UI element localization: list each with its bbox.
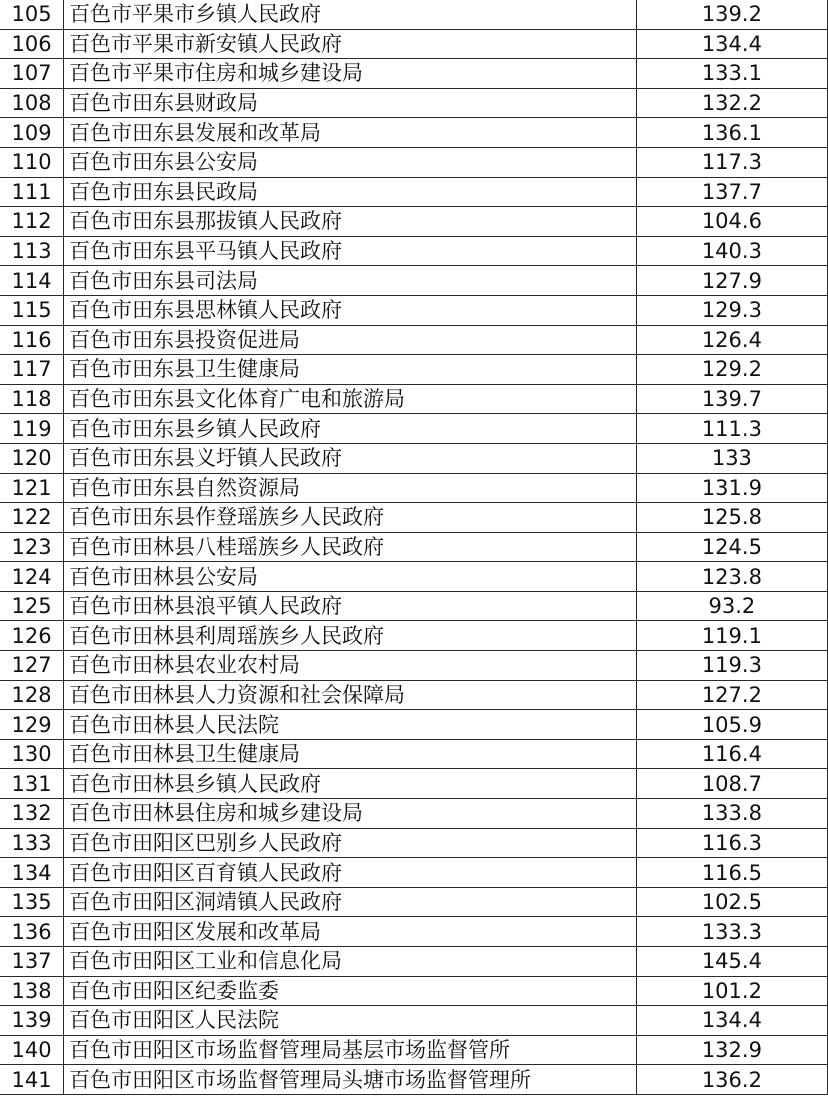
organization-name: 百色市田东县发展和改革局 (64, 118, 637, 148)
score-value: 137.7 (636, 177, 827, 207)
row-number: 133 (0, 828, 64, 858)
organization-name: 百色市田东县财政局 (64, 88, 637, 118)
score-value: 101.2 (636, 976, 827, 1006)
row-number: 136 (0, 917, 64, 947)
row-number: 123 (0, 532, 64, 562)
score-value: 105.9 (636, 710, 827, 740)
score-value: 134.4 (636, 29, 827, 59)
row-number: 132 (0, 799, 64, 829)
row-number: 122 (0, 503, 64, 533)
table-row (0, 828, 828, 858)
organization-name: 百色市田东县文化体育广电和旅游局 (64, 384, 637, 414)
row-number: 130 (0, 739, 64, 769)
organization-name: 百色市田东县平马镇人民政府 (64, 236, 637, 266)
score-value: 139.2 (636, 0, 827, 29)
table-row (0, 503, 828, 533)
table-row (0, 295, 828, 325)
score-value: 116.3 (636, 828, 827, 858)
organization-name: 百色市田阳区百育镇人民政府 (64, 858, 637, 888)
table-row (0, 1006, 828, 1036)
score-value: 102.5 (636, 887, 827, 917)
row-number: 110 (0, 147, 64, 177)
row-number: 131 (0, 769, 64, 799)
table-row (0, 443, 828, 473)
score-value: 119.3 (636, 651, 827, 681)
organization-name: 百色市田东县公安局 (64, 147, 637, 177)
table-row (0, 1065, 828, 1095)
row-number: 124 (0, 562, 64, 592)
organization-name: 百色市田林县乡镇人民政府 (64, 769, 637, 799)
table-row (0, 1035, 828, 1065)
table-row (0, 858, 828, 888)
table-row (0, 473, 828, 503)
row-number: 125 (0, 591, 64, 621)
organization-name: 百色市田林县人力资源和社会保障局 (64, 680, 637, 710)
score-value: 125.8 (636, 503, 827, 533)
organization-name: 百色市田林县卫生健康局 (64, 739, 637, 769)
row-number: 120 (0, 443, 64, 473)
organization-name: 百色市田阳区市场监督管理局基层市场监督管所 (64, 1035, 637, 1065)
row-number: 129 (0, 710, 64, 740)
table-row (0, 621, 828, 651)
score-value: 126.4 (636, 325, 827, 355)
organization-name: 百色市田阳区市场监督管理局头塘市场监督管理所 (64, 1065, 637, 1095)
score-value: 136.2 (636, 1065, 827, 1095)
row-number: 128 (0, 680, 64, 710)
organization-name: 百色市田阳区巴别乡人民政府 (64, 828, 637, 858)
organization-name: 百色市田东县那拔镇人民政府 (64, 207, 637, 237)
table-row (0, 355, 828, 385)
score-value: 139.7 (636, 384, 827, 414)
row-number: 121 (0, 473, 64, 503)
organization-name: 百色市田东县义圩镇人民政府 (64, 443, 637, 473)
row-number: 106 (0, 29, 64, 59)
score-value: 93.2 (636, 591, 827, 621)
score-value: 133.8 (636, 799, 827, 829)
score-value: 133.3 (636, 917, 827, 947)
organization-name: 百色市田东县司法局 (64, 266, 637, 296)
row-number: 111 (0, 177, 64, 207)
table-row (0, 562, 828, 592)
organization-name: 百色市田东县民政局 (64, 177, 637, 207)
row-number: 137 (0, 947, 64, 977)
table-row (0, 0, 828, 29)
organization-name: 百色市田阳区发展和改革局 (64, 917, 637, 947)
table-row (0, 947, 828, 977)
organization-name: 百色市田东县投资促进局 (64, 325, 637, 355)
row-number: 107 (0, 59, 64, 89)
score-value: 136.1 (636, 118, 827, 148)
row-number: 115 (0, 295, 64, 325)
score-value: 104.6 (636, 207, 827, 237)
row-number: 112 (0, 207, 64, 237)
row-number: 141 (0, 1065, 64, 1095)
table-row (0, 799, 828, 829)
row-number: 108 (0, 88, 64, 118)
score-value: 145.4 (636, 947, 827, 977)
organization-name: 百色市平果市新安镇人民政府 (64, 29, 637, 59)
table-row (0, 29, 828, 59)
score-value: 133 (636, 443, 827, 473)
score-value: 116.5 (636, 858, 827, 888)
score-value: 129.2 (636, 355, 827, 385)
table-row (0, 532, 828, 562)
organization-name: 百色市田林县八桂瑶族乡人民政府 (64, 532, 637, 562)
organization-name: 百色市田林县公安局 (64, 562, 637, 592)
score-value: 134.4 (636, 1006, 827, 1036)
score-value: 117.3 (636, 147, 827, 177)
row-number: 138 (0, 976, 64, 1006)
table-row (0, 651, 828, 681)
organization-name: 百色市田林县利周瑶族乡人民政府 (64, 621, 637, 651)
score-value: 108.7 (636, 769, 827, 799)
organization-name: 百色市田林县住房和城乡建设局 (64, 799, 637, 829)
row-number: 117 (0, 355, 64, 385)
organization-name: 百色市平果市住房和城乡建设局 (64, 59, 637, 89)
row-number: 140 (0, 1035, 64, 1065)
table-row (0, 207, 828, 237)
row-number: 105 (0, 0, 64, 29)
organization-name: 百色市田东县自然资源局 (64, 473, 637, 503)
score-value: 123.8 (636, 562, 827, 592)
table-row (0, 59, 828, 89)
row-number: 114 (0, 266, 64, 296)
row-number: 135 (0, 887, 64, 917)
score-value: 116.4 (636, 739, 827, 769)
organization-name: 百色市田东县乡镇人民政府 (64, 414, 637, 444)
organization-name: 百色市田东县思林镇人民政府 (64, 295, 637, 325)
row-number: 126 (0, 621, 64, 651)
table-row (0, 591, 828, 621)
row-number: 119 (0, 414, 64, 444)
row-number: 134 (0, 858, 64, 888)
score-value: 127.9 (636, 266, 827, 296)
score-value: 132.2 (636, 88, 827, 118)
table-row (0, 887, 828, 917)
row-number: 113 (0, 236, 64, 266)
table-row (0, 414, 828, 444)
table-row (0, 739, 828, 769)
score-value: 111.3 (636, 414, 827, 444)
organization-name: 百色市田阳区工业和信息化局 (64, 947, 637, 977)
score-value: 127.2 (636, 680, 827, 710)
table-row (0, 384, 828, 414)
score-value: 132.9 (636, 1035, 827, 1065)
organization-name: 百色市田阳区纪委监委 (64, 976, 637, 1006)
table-row (0, 976, 828, 1006)
table-row (0, 325, 828, 355)
row-number: 127 (0, 651, 64, 681)
table-row (0, 769, 828, 799)
table-row (0, 236, 828, 266)
table-row (0, 710, 828, 740)
table-row (0, 266, 828, 296)
organization-name: 百色市田林县人民法院 (64, 710, 637, 740)
organization-name: 百色市田东县卫生健康局 (64, 355, 637, 385)
score-value: 124.5 (636, 532, 827, 562)
row-number: 109 (0, 118, 64, 148)
row-number: 118 (0, 384, 64, 414)
organization-name: 百色市田东县作登瑶族乡人民政府 (64, 503, 637, 533)
score-value: 129.3 (636, 295, 827, 325)
score-value: 140.3 (636, 236, 827, 266)
organization-name: 百色市田林县浪平镇人民政府 (64, 591, 637, 621)
table-row (0, 88, 828, 118)
table-row (0, 118, 828, 148)
organization-name: 百色市田林县农业农村局 (64, 651, 637, 681)
row-number: 116 (0, 325, 64, 355)
table-row (0, 147, 828, 177)
row-number: 139 (0, 1006, 64, 1036)
table-row (0, 680, 828, 710)
table-row (0, 177, 828, 207)
score-value: 131.9 (636, 473, 827, 503)
table-row (0, 917, 828, 947)
organization-name: 百色市田阳区洞靖镇人民政府 (64, 887, 637, 917)
organization-name: 百色市田阳区人民法院 (64, 1006, 637, 1036)
organization-name: 百色市平果市乡镇人民政府 (64, 0, 637, 29)
score-value: 119.1 (636, 621, 827, 651)
score-value: 133.1 (636, 59, 827, 89)
